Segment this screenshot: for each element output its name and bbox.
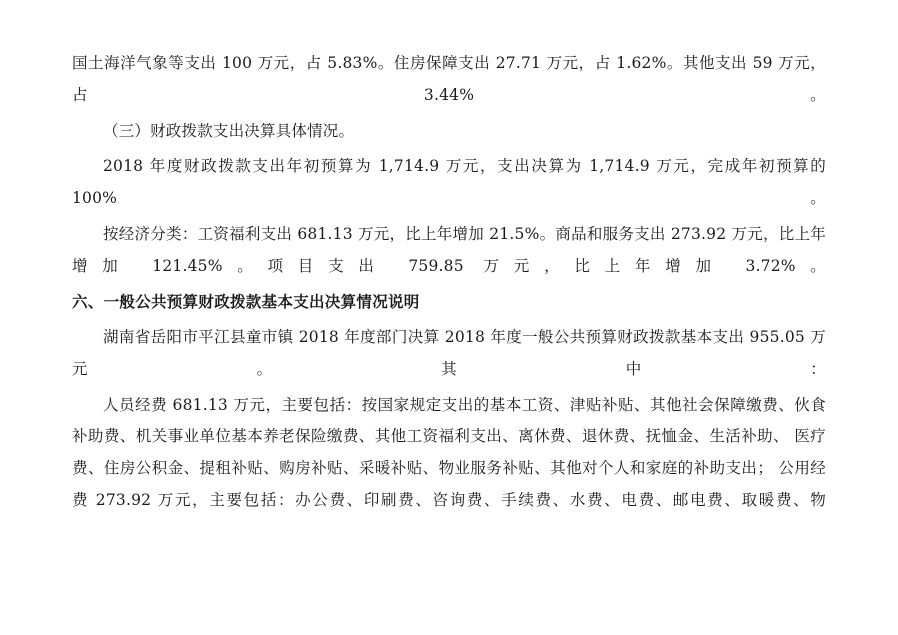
- paragraph-section-three-title: （三）财政拨款支出决算具体情况。: [103, 121, 355, 140]
- paragraph-other-expenditure: 国土海洋气象等支出 100 万元，占 5.83%。住房保障支出 27.71 万元，占 1.62%。其他支出 59 万元，占3.44%。: [72, 54, 826, 104]
- paragraph-economic-classification: 按经济分类：工资福利支出 681.13 万元，比上年增加 21.5%。商品和服务支出 273.92 万元，比上年增加 121.45%。项目支出 759.85 万元，比上年增加 3.72%。: [72, 224, 826, 275]
- heading-section-six: 六、一般公共预算财政拨款基本支出决算情况说明: [72, 292, 420, 312]
- document-body: [72, 48, 826, 517]
- paragraph-basic-expenditure-total: 湖南省岳阳市平江县童市镇 2018 年度部门决算 2018 年度一般公共预算财政拨款基本支出 955.05 万元。其中：: [72, 328, 826, 378]
- paragraph-2018-budget-detail: 2018 年度财政拨款支出年初预算为 1,714.9 万元，支出决算为 1,714.9 万元，完成年初预算的100%。: [72, 157, 826, 208]
- paragraph-personnel-expense: 人员经费 681.13 万元，主要包括：按国家规定支出的基本工资、津贴补贴、其他社会保障缴费、伙食补助费、机关事业单位基本养老保险缴费、其他工资福利支出、离休费、退休费、抚恤金、生活补助、 医疗费、住房公积金、提租补贴、购房补贴、采暖补贴、物业服务补贴、其他对个人和家庭的补助支出； 公用经费 273.92 万元，主要包括：办公费、印刷费、咨询费、手续费、水费、电费、邮电费、取暖费、物: [72, 395, 826, 509]
